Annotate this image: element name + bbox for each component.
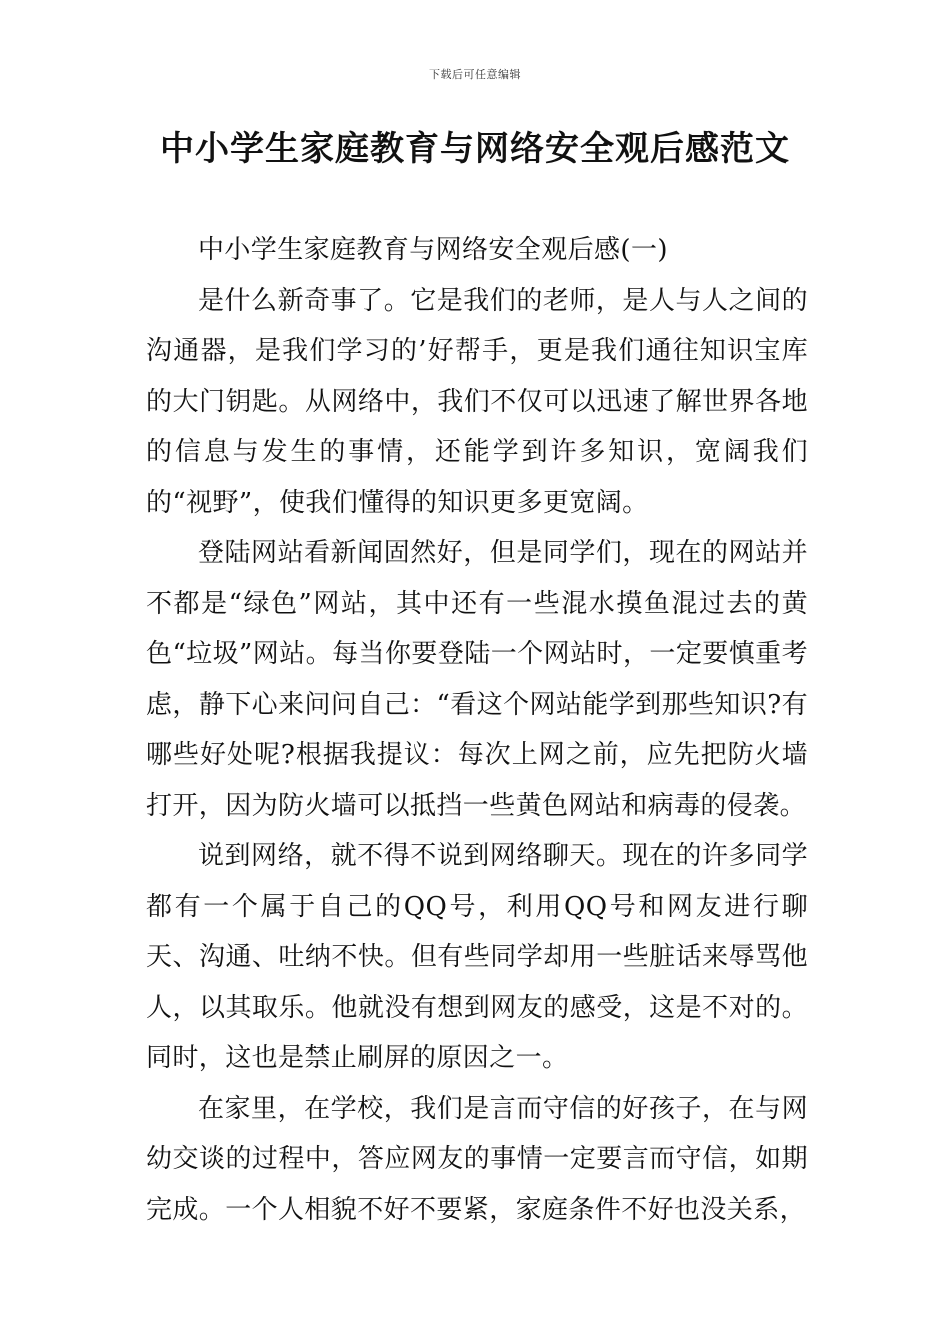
header-note: 下载后可任意编辑 — [429, 68, 521, 81]
paragraph: 是什么新奇事了。它是我们的老师，是人与人之间的沟通器，是我们学习的’好帮手，更是我们通往知识宝库的大门钥匙。从网络中，我们不仅可以迅速了解世界各地的信息与发生的事情，还能学到许多知识，宽阔我们的“视野”，使我们懂得的知识更多更宽阔。 — [146, 285, 808, 518]
paragraph: 登陆网站看新闻固然好，但是同学们，现在的网站并不都是“绿色”网站，其中还有一些混水摸鱼混过去的黄色“垃圾”网站。每当你要登陆一个网站时，一定要慎重考虑，静下心来问问自己：“看这个网站能学到那些知识?有哪些好处呢?根据我提议：每次上网之前，应先把防火墙打开，因为防火墙可以抵挡一些黄色网站和病毒的侵袭。 — [146, 538, 808, 821]
paragraph: 在家里，在学校，我们是言而守信的好孩子，在与网幼交谈的过程中，答应网友的事情一定要言而守信，如期完成。一个人相貌不好不要紧，家庭条件不好也没关系， — [146, 1093, 808, 1225]
document-body — [146, 225, 808, 1235]
paragraph: 说到网络，就不得不说到网络聊天。现在的许多同学都有一个属于自己的QQ号，利用QQ号和网友进行聊天、沟通、吐纳不快。但有些同学却用一些脏话来辱骂他人，以其取乐。他就没有想到网友的感受，这是不对的。同时，这也是禁止刷屏的原因之一。 — [146, 841, 808, 1073]
section-heading: 中小学生家庭教育与网络安全观后感(一) — [198, 235, 668, 265]
document-title: 中小学生家庭教育与网络安全观后感范文 — [160, 129, 790, 169]
